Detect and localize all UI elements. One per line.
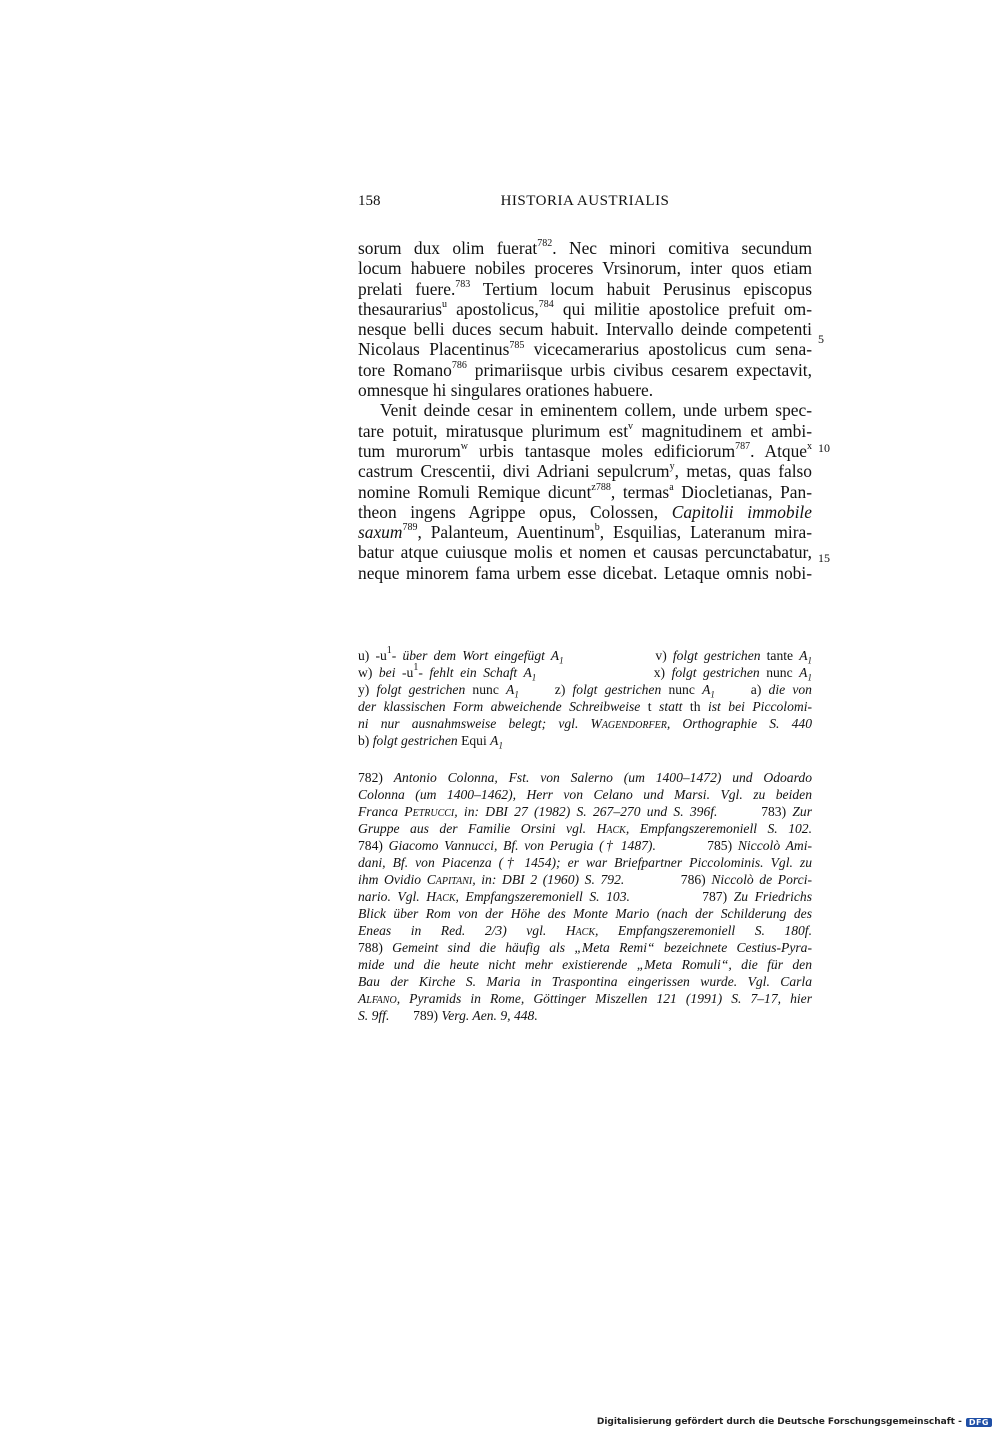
text-line: thesaurarius$^u$ apostolicus,$^{784}$ qui militie apostolice prefuit om- — [358, 298, 812, 319]
text-line: neque minorem fama urbem esse dicebat. Letaque omnis nobi- — [358, 562, 812, 583]
note-line: S. 9ff. 789) Verg. Aen. 9, 448. — [358, 1008, 538, 1023]
text-line: tare potuit, miratusque plurimum est$^v$ magnitudinem et ambi- — [358, 420, 812, 441]
critical-apparatus — [358, 647, 812, 749]
text-line: Nicolaus Placentinus$^{785}$ vicecamerarius apostolicus cum sena- — [358, 339, 812, 360]
note-line: Bau der Kirche S. Maria in Traspontina eingerissen wurde. Vgl. Carla — [358, 974, 812, 989]
note-line: Franca Petrucci, in: DBI 27 (1982) S. 267–270 und S. 396f. 783) Zur — [358, 804, 813, 819]
note-line: dani, Bf. von Piacenza († 1454); er war Briefpartner Piccolominis. Vgl. zu — [358, 855, 812, 870]
text-line: sorum dux olim fuerat$^{782}$. Nec minori comitiva secundum — [358, 238, 812, 258]
text-line: nomine Romuli Remique dicunt$^{z788}$, termas$^a$ Diocletianas, Pan- — [358, 481, 812, 502]
line-number: 5 — [818, 332, 824, 346]
note-line: Gruppe aus der Familie Orsini vgl. Hack, Empfangszeremoniell S. 102. — [358, 821, 812, 836]
note-line: Colonna (um 1400–1462), Herr von Celano und Marsi. Vgl. zu beiden — [358, 787, 812, 802]
text-line: prelati fuere.$^{783}$ Tertium locum habuit Perusinus episcopus — [358, 278, 812, 299]
running-header — [358, 193, 812, 215]
text-line: nesque belli duces secum habuit. Intervallo deinde competenti — [358, 319, 812, 340]
text-line: tore Romano$^{786}$ primariisque urbis civibus cesarem expectavit, — [358, 359, 812, 380]
commentary-notes — [358, 769, 812, 1024]
text-line: batur atque cuiusque molis et nomen et causas percunctabatur, — [358, 542, 812, 563]
text-line: tum murorum$^w$ urbis tantasque moles edificiorum$^{787}$. Atque$^x$ — [358, 440, 813, 461]
note-line: Eneas in Red. 2/3) vgl. Hack, Empfangszeremoniell S. 180f. — [358, 923, 812, 938]
main-text — [358, 238, 812, 583]
apparatus-line: u) $-u^1-$ über dem Wort eingefügt $A_1$ v) folgt gestrichen tante $A_1$ — [358, 645, 813, 666]
apparatus-line: b) folgt gestrichen Equi $A_1$ — [358, 733, 503, 751]
apparatus-line: y) folgt gestrichen nunc $A_1$ z) folgt gestrichen nunc $A_1$ a) die von — [358, 682, 812, 700]
note-line: mide und die heute nicht mehr existierende „Meta Romuli“, die für den — [358, 957, 812, 972]
apparatus-line: ni nur ausnahmsweise belegt; vgl. Wagendorfer, Orthographie S. 440 — [358, 716, 812, 731]
dfg-logo-icon: DFG — [966, 1418, 992, 1427]
note-line: Alfano, Pyramids in Rome, Göttinger Miszellen 121 (1991) S. 7–17, hier — [358, 991, 812, 1006]
text-line: locum habuere nobiles proceres Vrsinorum, inter quos etiam — [358, 258, 812, 279]
note-line: 782) Antonio Colonna, Fst. von Salerno (um 1400–1472) und Odoardo — [358, 770, 812, 785]
note-line: 788) Gemeint sind die häufig als „Meta Remi“ bezeichnete Cestius-Pyra- — [358, 940, 812, 955]
page-number: 158 — [358, 193, 381, 209]
credit-text: Digitalisierung gefördert durch die Deutsche Forschungsgemeinschaft - — [596, 1417, 962, 1427]
running-title: HISTORIA AUSTRIALIS — [500, 193, 670, 209]
line-number: 15 — [818, 551, 830, 565]
text-line: castrum Crescentii, divi Adriani sepulcrum$^y$, metas, quas falso — [358, 461, 813, 482]
apparatus-line: der klassischen Form abweichende Schreibweise t statt th ist bei Piccolomi- — [358, 699, 812, 714]
note-line: ihm Ovidio Capitani, in: DBI 2 (1960) S. 792. 786) Niccolò de Porci- — [358, 872, 812, 887]
note-line: nario. Vgl. Hack, Empfangszeremoniell S. 103. 787) Zu Friedrichs — [358, 889, 813, 904]
note-line: 784) Giacomo Vannucci, Bf. von Perugia († 1487). 785) Niccolò Ami- — [358, 838, 812, 853]
note-line: Blick über Rom von der Höhe des Monte Mario (nach der Schilderung des — [358, 906, 812, 921]
text-line: Venit deinde cesar in eminentem collem, unde urbem spec- — [380, 400, 812, 421]
line-number: 10 — [818, 441, 830, 455]
text-line: theon ingens Agrippe opus, Colossen, Capitolii immobile — [358, 501, 812, 522]
text-line: saxum$^{789}$, Palanteum, Auentinum$^b$, Esquilias, Lateranum mira- — [358, 522, 813, 543]
apparatus-line: w) bei $-u^1-$ fehlt ein Schaft $A_1$ x) folgt gestrichen nunc $A_1$ — [358, 662, 812, 683]
text-line: omnesque hi singulares orationes habuere. — [358, 380, 654, 401]
digitization-credit — [597, 1417, 992, 1427]
